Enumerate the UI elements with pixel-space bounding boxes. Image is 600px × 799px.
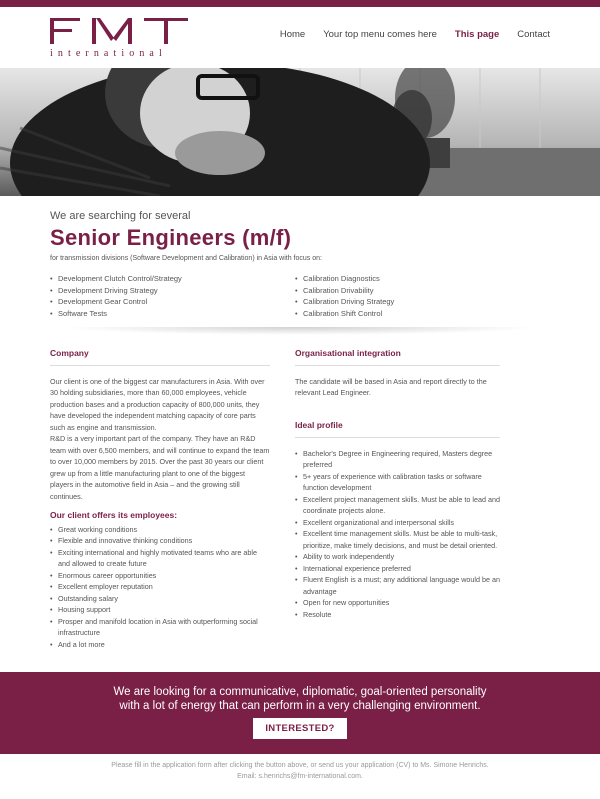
footer-line-1: Please fill in the application form after clicking the button above, or send us your application (CV) to Ms. Simone Henrichs.: [111, 762, 489, 769]
profile-list: [295, 448, 500, 621]
offers-title: Our client offers its employees:: [50, 510, 178, 520]
list-item: • 5+ years of experience with calibration tasks or software function development: [295, 471, 500, 494]
list-item: • Excellent time management skills. Must be able to multi-task, prioritize, make timely decisions, and must be detail oriented.: [295, 528, 500, 551]
nav-contact[interactable]: Contact: [517, 29, 550, 40]
intro-section: [50, 210, 550, 262]
organisation-title: Organisational integration: [295, 348, 500, 366]
cta-line-1: We are looking for a communicative, diplomatic, goal-oriented personality: [113, 686, 487, 698]
footer-email[interactable]: Email: s.henrichs@fm-international.com.: [237, 772, 363, 780]
footer: [0, 761, 600, 782]
list-item: • Exciting international and highly motivated teams who are able and allowed to create future: [50, 547, 270, 570]
list-item: • Great working conditions: [50, 524, 270, 536]
hero-photo-illustration: [0, 68, 600, 196]
list-item: • Development Gear Control: [50, 296, 182, 308]
page-title: Senior Engineers (m/f): [50, 225, 292, 250]
profile-section: [295, 420, 500, 620]
nav-top-menu[interactable]: Your top menu comes here: [323, 29, 437, 40]
list-item: • Development Driving Strategy: [50, 285, 182, 297]
list-item: • Software Tests: [50, 308, 182, 320]
company-section: [50, 348, 270, 650]
cta-text: [0, 672, 600, 713]
organisation-text: The candidate will be based in Asia and report directly to the relevant Lead Engineer.: [295, 376, 487, 397]
logo-mark: [50, 18, 188, 44]
list-item: • Outstanding salary: [50, 593, 270, 605]
section-divider-shadow: [60, 327, 540, 335]
interested-button[interactable]: INTERESTED?: [253, 718, 346, 739]
cta-banner: [0, 672, 600, 754]
company-text: Our client is one of the biggest car manufacturers in Asia. With over 30 holding subsidiaries, more than 60,000 employees, vehicle production bases and a production capacity of 800,000 units, they have developed the independent matching capacity of core parts such as engine and transmission.: [50, 376, 265, 432]
list-item: • Calibration Diagnostics: [295, 273, 394, 285]
list-item: • Resolute: [295, 609, 500, 621]
top-accent-bar: [0, 0, 600, 7]
hero-image: [0, 68, 600, 196]
logo[interactable]: [50, 18, 188, 58]
list-item: • Calibration Shift Control: [295, 308, 394, 320]
list-item: • Excellent employer reputation: [50, 581, 270, 593]
list-item: • Open for new opportunities: [295, 597, 500, 609]
list-item: • International experience preferred: [295, 563, 500, 575]
list-item: • Flexible and innovative thinking conditions: [50, 535, 270, 547]
profile-title: Ideal profile: [295, 420, 500, 438]
intro-subtitle: for transmission divisions (Software Development and Calibration) in Asia with focus on:: [50, 255, 322, 262]
company-text-2: R&D is a very important part of the company. They have an R&D team with over 6,500 members, and will continue to expand the team to over 10,000 members by 2015. Over the past 30 years our client grew up from a little manufacturing plant to one of the biggest players in the automotive field in Asia – and the growing still continues.: [50, 434, 270, 501]
offers-list: [50, 524, 270, 651]
list-item: • Development Clutch Control/Strategy: [50, 273, 182, 285]
list-item: • Prosper and manifold location in Asia with outperforming social infrastructure: [50, 616, 270, 639]
intro-pretitle: We are searching for several: [50, 210, 191, 222]
list-item: • Fluent English is a must; any additional language would be an advantage: [295, 574, 500, 597]
top-nav: [280, 29, 550, 40]
list-item: • Ability to work independently: [295, 551, 500, 563]
list-item: • Bachelor's Degree in Engineering required, Masters degree preferred: [295, 448, 500, 471]
focus-list-left: [50, 273, 182, 319]
list-item: • Enormous career opportunities: [50, 570, 270, 582]
list-item: • And a lot more: [50, 639, 270, 651]
organisation-section: [295, 348, 500, 399]
focus-list-right: [295, 273, 394, 319]
logo-subtitle: international: [50, 48, 167, 59]
list-item: • Excellent organizational and interpersonal skills: [295, 517, 500, 529]
list-item: • Housing support: [50, 604, 270, 616]
list-item: • Calibration Drivability: [295, 285, 394, 297]
nav-this-page[interactable]: This page: [454, 29, 500, 40]
nav-home[interactable]: Home: [279, 29, 306, 40]
list-item: • Excellent project management skills. Must be able to lead and coordinate projects alone.: [295, 494, 500, 517]
company-title: Company: [50, 348, 270, 366]
list-item: • Calibration Driving Strategy: [295, 296, 394, 308]
cta-line-2: with a lot of energy that can perform in a very challenging environment.: [119, 700, 481, 712]
